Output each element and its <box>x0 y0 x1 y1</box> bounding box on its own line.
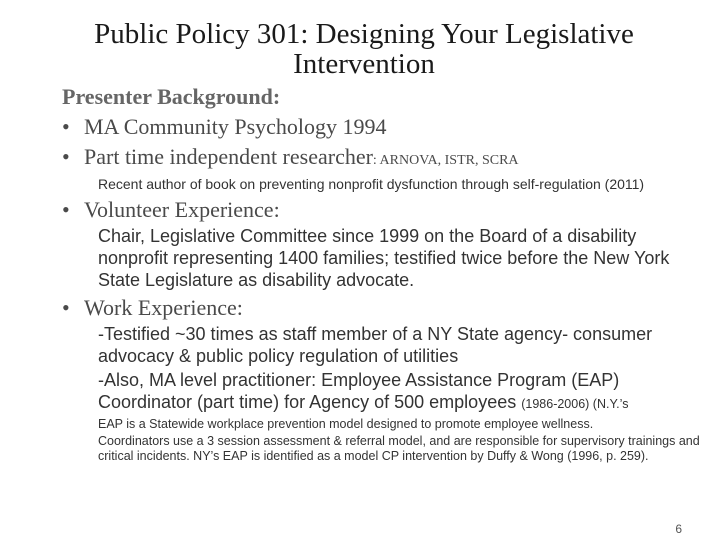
slide-content <box>62 84 702 464</box>
bullet-icon: • <box>62 197 70 222</box>
bullet-icon: • <box>62 114 70 139</box>
slide-title <box>0 18 728 80</box>
presenter-background-heading: Presenter Background: <box>62 84 281 109</box>
bullet-text: Volunteer Experience: <box>84 197 280 222</box>
bullet-researcher <box>62 144 702 174</box>
title-line-2: Intervention <box>293 48 435 80</box>
bullet-affiliations: : ARNOVA, ISTR, SCRA <box>372 153 519 168</box>
volunteer-detail: Chair, Legislative Committee since 1999 on the Board of a disability nonprofit representing 1400 families; testified twice before the New York State Legislature as disability advocate. <box>98 226 670 290</box>
researcher-detail: Recent author of book on preventing nonprofit dysfunction through self-regulation (2011) <box>98 176 645 192</box>
work-detail-eap-main: -Also, MA level practitioner: Employee Assistance Program (EAP) Coordinator (part time) for Agency of 500 employees <box>98 370 620 412</box>
work-detail-eap-years: (1986-2006) (N.Y.’s <box>521 397 629 411</box>
title-line-1: Public Policy 301: Designing Your Legislative <box>94 18 634 50</box>
bullet-volunteer <box>62 197 702 223</box>
bullet-work <box>62 295 702 321</box>
work-detail-eap-model: EAP is a Statewide workplace prevention model designed to promote employee wellness. <box>98 417 594 431</box>
work-detail-eap <box>62 369 702 415</box>
work-detail-testified: -Testified ~30 times as staff member of a NY State agency- consumer advocacy & public policy regulation of utilities <box>98 324 653 366</box>
bullet-ma-degree <box>62 114 702 140</box>
page-number: 6 <box>675 522 682 536</box>
bullet-text: Part time independent researcher <box>84 144 373 169</box>
bullet-text: MA Community Psychology 1994 <box>84 114 387 139</box>
bullet-text: Work Experience: <box>84 295 243 320</box>
bullet-icon: • <box>62 295 70 320</box>
bullet-icon: • <box>62 144 70 169</box>
work-detail-coordinators: Coordinators use a 3 session assessment & referral model, and are responsible for supervisory trainings and critical incidents. NY’s EAP is identified as a model CP intervention by Duffy & Wong (1996, p. 259). <box>98 434 700 463</box>
